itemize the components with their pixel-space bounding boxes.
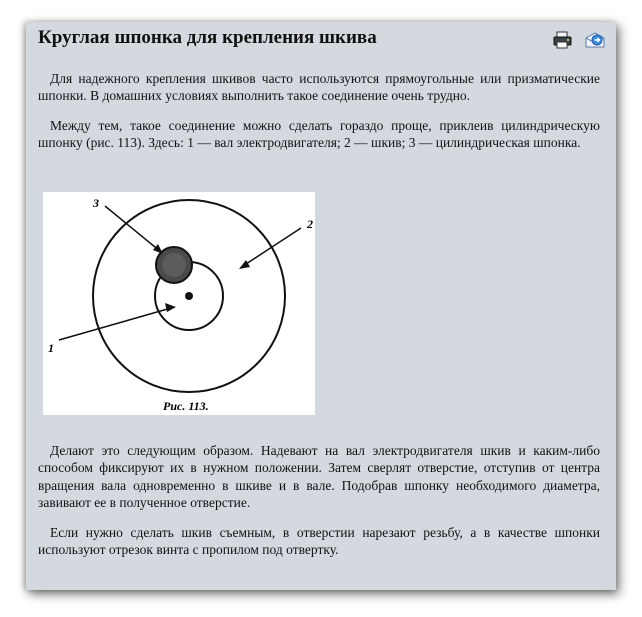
- paragraph-2: Между тем, такое соединение можно сделать гораздо проще, приклеив цилиндрическую шпонку (рис. 113). Здесь: 1 — вал электродвигателя; 2 — шкив; 3 — цилиндрическая шпонка.: [38, 117, 600, 151]
- label-pulley: 2: [307, 217, 313, 231]
- key-inner: [162, 253, 186, 277]
- article-toolbar: [552, 30, 606, 50]
- arrow-3-line: [105, 206, 161, 252]
- arrow-3-head: [153, 244, 163, 254]
- shaft-center-dot: [185, 292, 193, 300]
- label-key: 3: [93, 196, 99, 210]
- paragraph-1: Для надежного крепления шкивов часто используются прямоугольные или призматические шпонки. В домашних условиях выполнить такое соединение очень трудно.: [38, 71, 600, 104]
- figure-113: [43, 192, 315, 415]
- paragraph-3: Делают это следующим образом. Надевают на вал электродвигателя шкив и каким-либо способом фиксируют их в нужном положении. Затем сверлят отверстие, отступив от центра вращения вала одновременно в шкиве и в вале. Подобрав шпонку необходимого диаметра, завивают ее в полученное отверстие.: [38, 443, 600, 511]
- printer-icon[interactable]: [552, 30, 574, 50]
- arrow-1-head: [165, 303, 176, 312]
- figure-caption: Рис. 113.: [163, 399, 209, 413]
- email-icon[interactable]: [584, 30, 606, 50]
- article-title: Круглая шпонка для крепления шкива: [38, 27, 377, 48]
- pulley-diagram: [43, 192, 315, 415]
- arrow-1-line: [59, 308, 171, 340]
- arrow-2-line: [243, 228, 301, 266]
- label-shaft: 1: [48, 341, 54, 355]
- article-card: [26, 22, 616, 590]
- paragraph-4: Если нужно сделать шкив съемным, в отверстии нарезают резьбу, а в качестве шпонки используют отрезок винта с пропилом под отвертку.: [38, 524, 600, 558]
- arrow-2-head: [239, 260, 250, 269]
